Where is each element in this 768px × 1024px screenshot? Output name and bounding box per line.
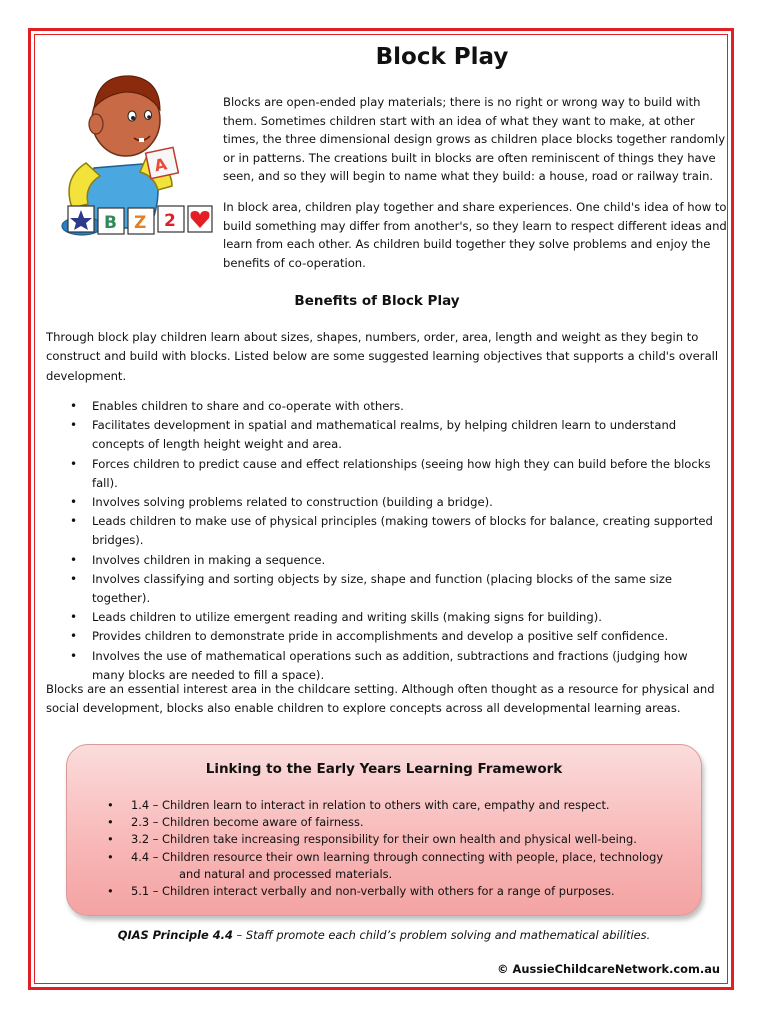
held-block [146,147,179,178]
list-item: • 4.4 – Children resource their own learning through connecting with people, place, technology [107,849,687,866]
list-item: • 3.2 – Children take increasing responsibility for their own health and physical well-being. [107,831,687,848]
intro-section [223,93,727,284]
closing-paragraph: Blocks are an essential interest area in the childcare setting. Although often thought as a resource for physical and social development, blocks also enable children to explore concepts across all developmental learning areas. [46,682,715,716]
block-row [68,206,212,234]
page-title: Block Play [375,44,509,70]
list-item-continuation: and natural and processed materials. [179,866,393,881]
benefits-list [62,397,722,685]
list-item: • Enables children to share and co-operate with others. [62,397,722,416]
copyright-notice: © AussieChildcareNetwork.com.au [497,962,720,976]
benefits-intro: Through block play children learn about sizes, shapes, numbers, order, area, length and weight as they begin to construct and build with blocks. Listed below are some suggested learning objectives that supports a child's overall development. [46,330,719,383]
list-item: • Leads children to utilize emergent reading and writing skills (making signs for building). [62,608,722,627]
framework-box [66,744,702,916]
child-with-blocks-illustration [54,58,214,248]
intro-paragraph-2: In block area, children play together and share experiences. One child's idea of how to build something may differ from another's, so they learn to respect different ideas and learn from each other. As children build together they solve problems and enjoy the benefits of co-operation. [223,199,727,270]
list-item: • Involves classifying and sorting objects by size, shape and function (placing blocks of the same size together). [62,570,722,608]
list-item: • 2.3 – Children become aware of fairness. [107,814,687,831]
block-letter-z: Z [134,213,147,233]
list-item: • Involves the use of mathematical operations such as addition, subtractions and fractions (judging how many blocks are needed to fill a space). [62,647,722,685]
list-item: • Provides children to demonstrate pride in accomplishments and develop a positive self confidence. [62,627,722,646]
list-item: • Facilitates development in spatial and mathematical realms, by helping children learn to understand concepts of length height weight and area. [62,416,722,454]
list-item: • Leads children to make use of physical principles (making towers of blocks for balance, creating supported bridges). [62,512,722,550]
list-item: • Involves solving problems related to construction (building a bridge). [62,493,722,512]
list-item: • 1.4 – Children learn to interact in relation to others with care, empathy and respect. [107,797,687,814]
block-number-2: 2 [164,211,176,231]
qias-label: QIAS Principle 4.4 [117,928,233,942]
qias-text: – Staff promote each child’s problem solving and mathematical abilities. [232,928,651,942]
list-item: • Forces children to predict cause and effect relationships (seeing how high they can build before the blocks fall). [62,455,722,493]
block-letter-b: B [104,213,117,233]
list-item: • 5.1 – Children interact verbally and non-verbally with others for a range of purposes. [107,883,687,900]
qias-principle [46,928,722,942]
framework-list [107,797,687,900]
benefits-heading: Benefits of Block Play [294,293,460,309]
list-item: • Involves children in making a sequence. [62,551,722,570]
intro-paragraph-1: Blocks are open-ended play materials; there is no right or wrong way to build with them. Sometimes children start with an idea of what they want to make, at other times, the three dimensional design grows as children place blocks together randomly or in patterns. The creations built in blocks are often reminiscent of things they have seen, and so they will begin to name what they build: a house, road or railway train. [223,95,726,184]
held-block-letter: A [152,154,169,176]
framework-heading: Linking to the Early Years Learning Framework [205,761,563,777]
